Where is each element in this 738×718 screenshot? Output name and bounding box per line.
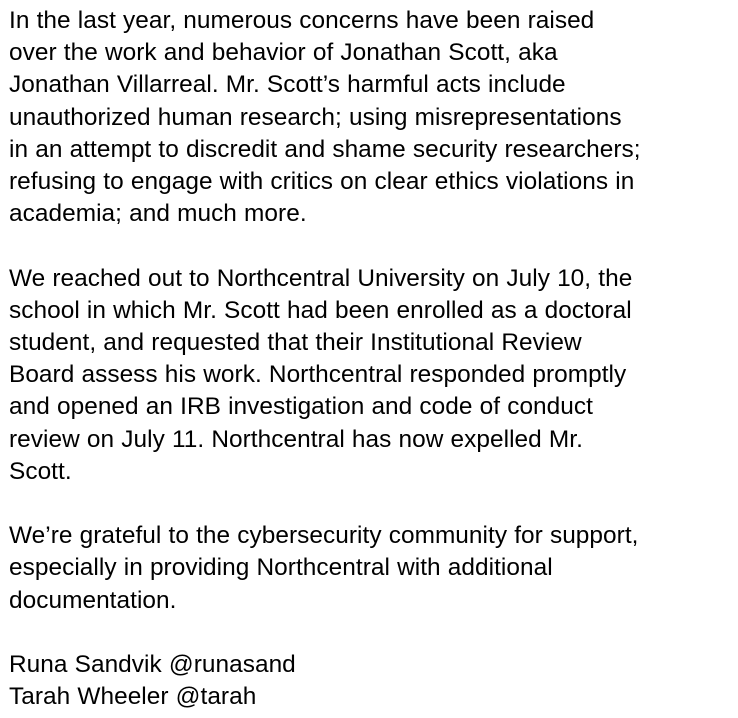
paragraph-gap xyxy=(9,488,729,520)
paragraph-gratitude: We’re grateful to the cybersecurity community for support, especially in providing Northcentral with additional documentation. xyxy=(9,522,639,614)
signature-tarah-wheeler: Tarah Wheeler @tarah xyxy=(9,683,257,711)
signature-runa-sandvik: Runa Sandvik @runasand xyxy=(9,651,296,679)
paragraph-university: We reached out to Northcentral University on July 10, the school in which Mr. Scott had been enrolled as a doctoral student, and requested that their Institutional Review Board assess his work. Northcentral responded promptly and opened an IRB investigation and code of conduct review on July 11. Northcentral has now expelled Mr. Scott. xyxy=(9,264,633,485)
signature-block xyxy=(9,649,729,713)
paragraph-gap xyxy=(9,230,729,262)
paragraph-concerns: In the last year, numerous concerns have been raised over the work and behavior of Jonathan Scott, aka Jonathan Villarreal. Mr. Scott’s harmful acts include unauthorized human research; using misrepresentations in an attempt to discredit and shame security researchers; refusing to engage with critics on clear ethics violations in academia; and much more. xyxy=(9,7,641,228)
paragraph-gap xyxy=(9,617,729,649)
